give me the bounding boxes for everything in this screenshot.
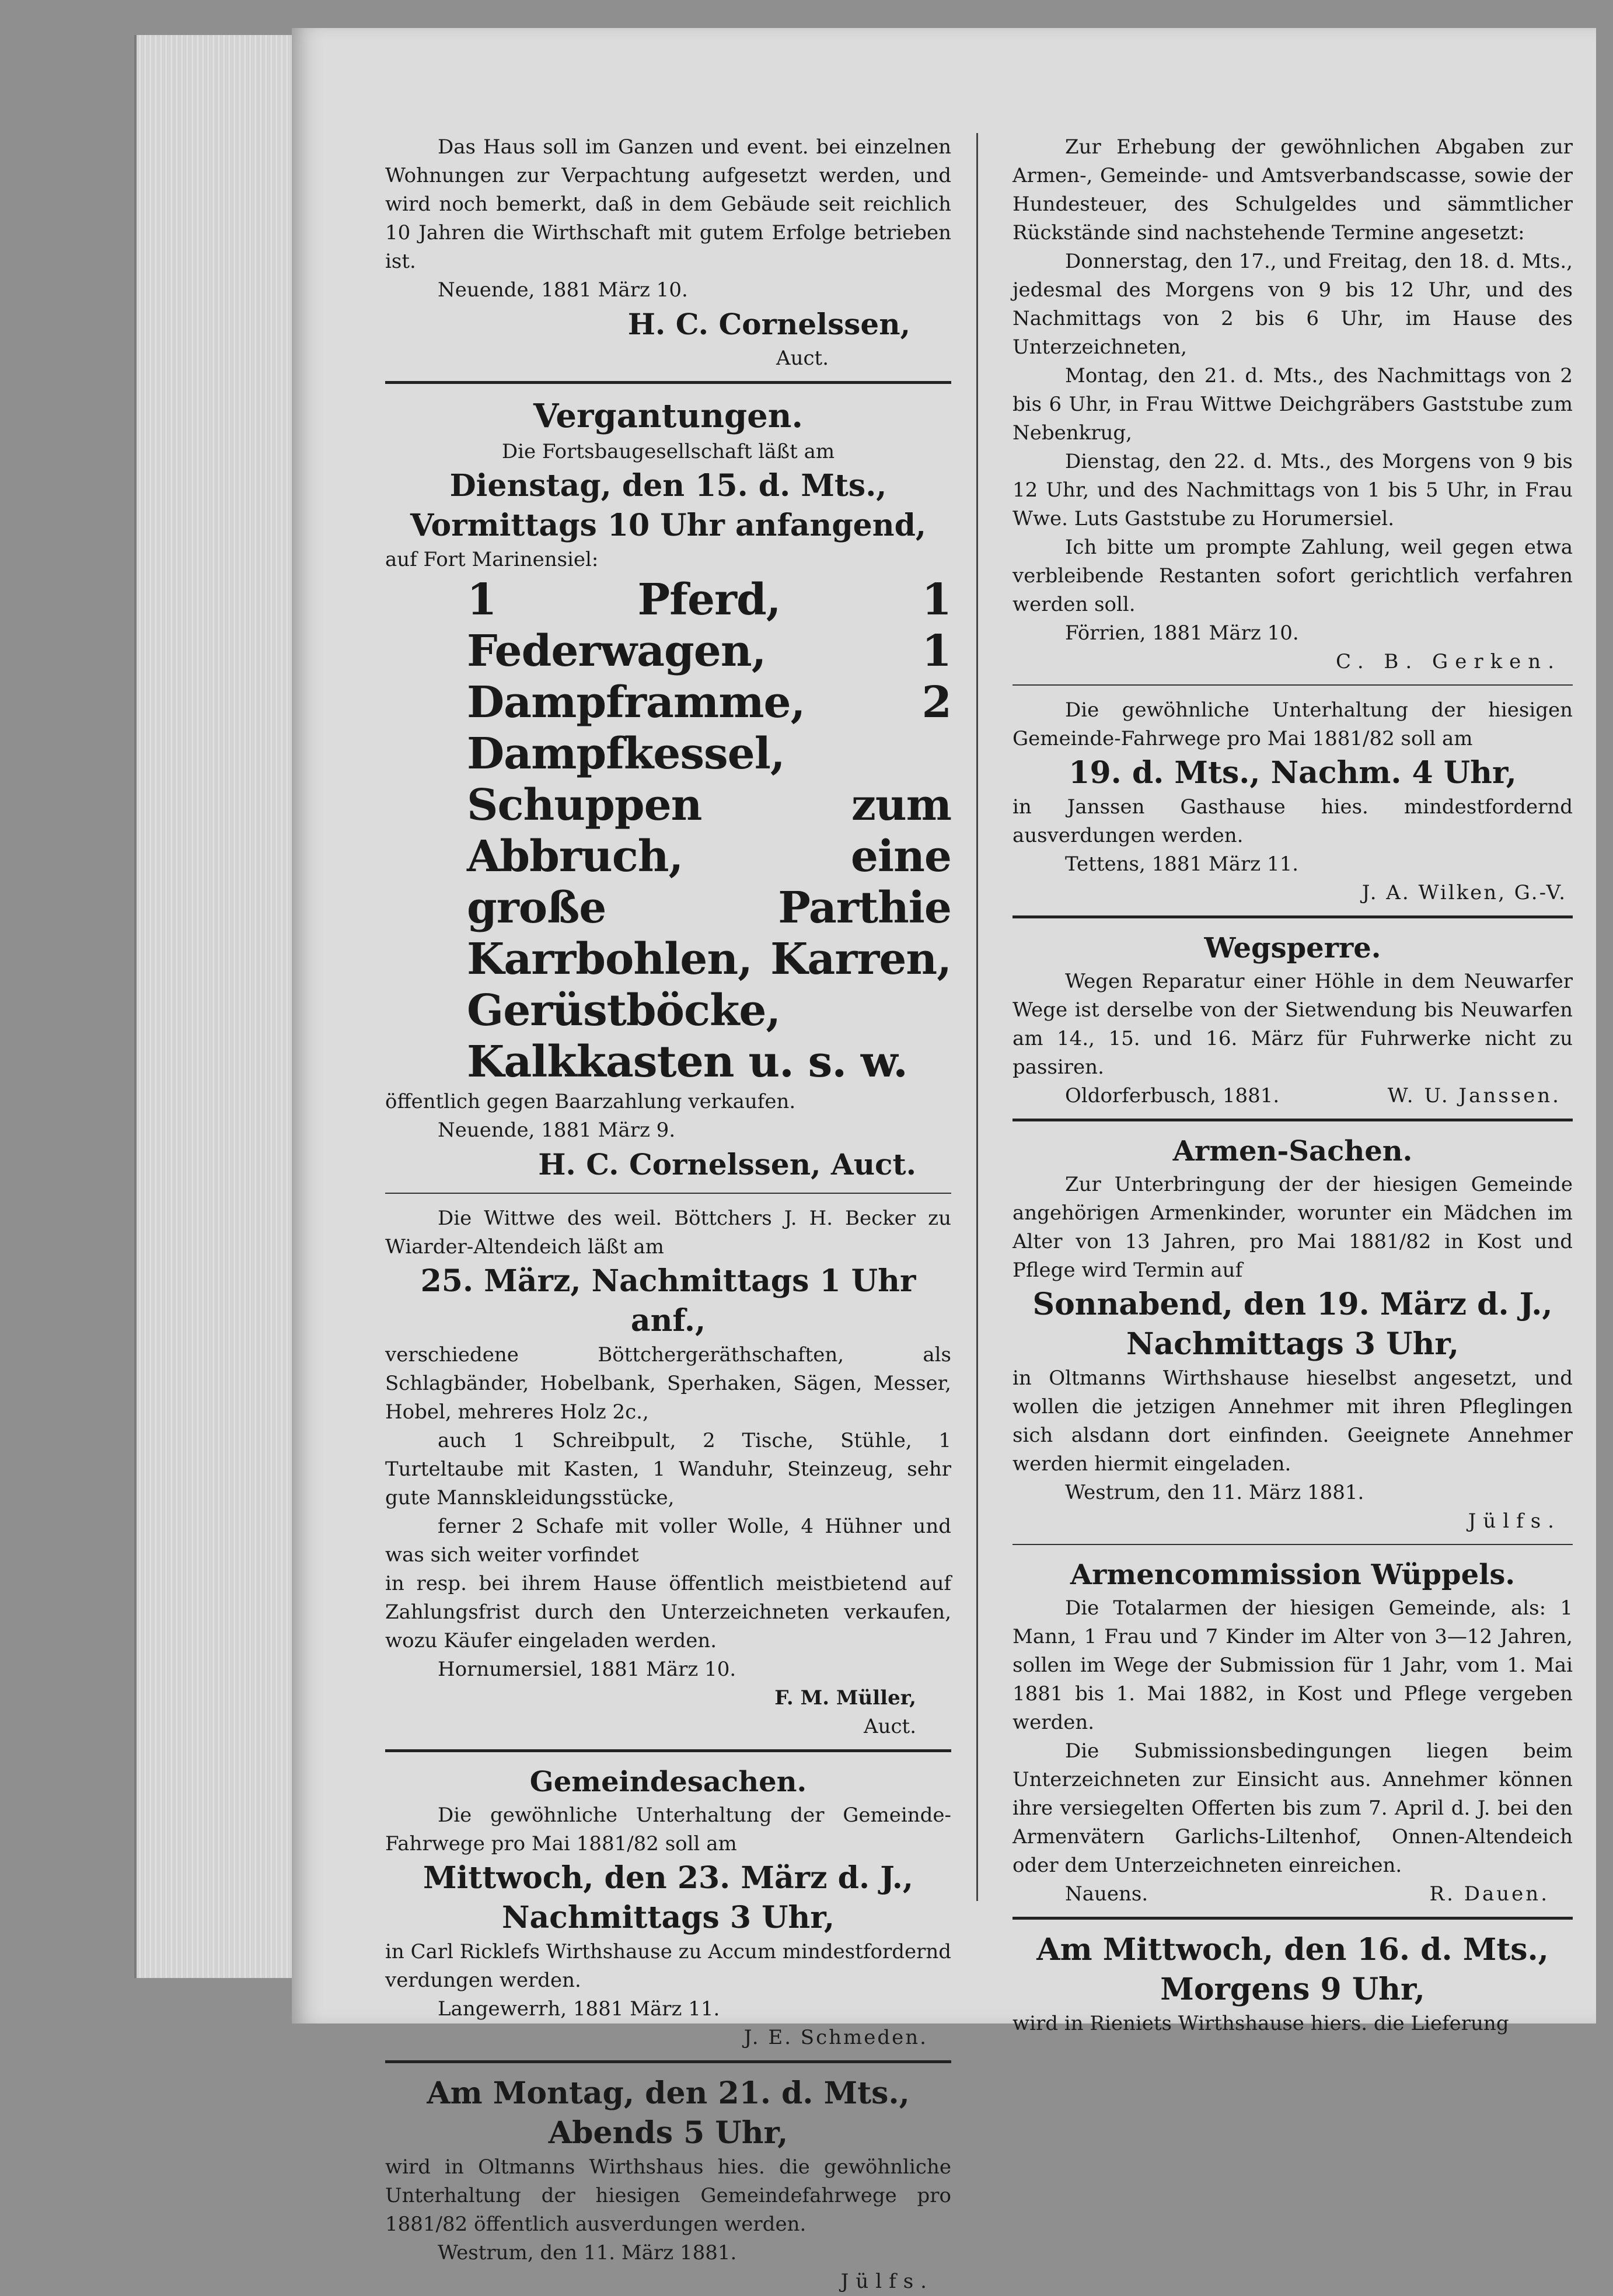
notice-place-date: Förrien, 1881 März 10. xyxy=(1065,621,1299,645)
rule xyxy=(1013,915,1573,918)
notice-text: Zur Erhebung der gewöhnlichen Abgaben zur Armen-, Gemeinde- und Amtsverbandscasse, sowie der Hundesteuer, des Schulgeldes und sämmtlicher Rückstände sind nachstehende Termine angesetzt: xyxy=(1013,135,1573,244)
notice-armencommission xyxy=(1013,1556,1573,1909)
notice-vergantungen xyxy=(385,394,951,1184)
notice-place-date: Oldorferbusch, 1881. xyxy=(1065,1084,1280,1107)
notice-text: in Carl Ricklefs Wirthshause zu Accum mindestfordernd verdungen werden. xyxy=(385,1940,951,1992)
notice-date: Am Montag, den 21. d. Mts., xyxy=(427,2075,910,2111)
notice-time: Morgens 9 Uhr, xyxy=(1160,1972,1425,2007)
rule xyxy=(385,1749,951,1752)
page-stack-edge xyxy=(134,35,300,1978)
notice-rieniets xyxy=(1013,1930,1573,2038)
notice-text: Montag, den 21. d. Mts., des Nachmittags von 2 bis 6 Uhr, in Frau Wittwe Deichgräbers Gaststube zum Nebenkrug, xyxy=(1013,364,1573,445)
notice-date: Am Mittwoch, den 16. d. Mts., xyxy=(1036,1932,1549,1967)
notice-text: Donnerstag, den 17., und Freitag, den 18. d. Mts., jedesmal des Morgens von 9 bis 12 Uhr, und des Nachmittags von 2 bis 6 Uhr, im Hause des Unterzeichneten, xyxy=(1013,250,1573,359)
notice-date: 25. März, Nachmittags 1 Uhr anf., xyxy=(420,1263,916,1339)
notice-text: in Janssen Gasthause hies. mindestfordernd ausverdungen werden. xyxy=(1013,795,1573,847)
notice-signature: C. B. Gerken. xyxy=(1336,650,1561,673)
notice-footer xyxy=(1013,1082,1573,1110)
rule xyxy=(385,2060,951,2063)
rule xyxy=(385,1193,951,1194)
section-heading: Wegsperre. xyxy=(1204,932,1381,964)
notice-footer xyxy=(1013,1880,1573,1909)
notice-text: auch 1 Schreibpult, 2 Tische, Stühle, 1 Turteltaube mit Kasten, 1 Wanduhr, Steinzeug, sehr gute Mannskleidungsstücke, xyxy=(385,1429,951,1509)
notice-place-date: Langewerrh, 1881 März 11. xyxy=(438,1997,720,2021)
notice-text: wird in Rieniets Wirthshause hiers. die Lieferung xyxy=(1013,2012,1509,2035)
notice-house-lease xyxy=(385,133,951,373)
notice-text: Dienstag, den 22. d. Mts., des Morgens von 9 bis 12 Uhr, und des Nachmittags von 1 bis 5 Uhr, in Frau Wwe. Luts Gaststube zu Horumersiel. xyxy=(1013,450,1573,530)
notice-location: auf Fort Marinensiel: xyxy=(385,548,599,571)
notice-text: ferner 2 Schafe mit voller Wolle, 4 Hühner und was sich weiter vorfindet xyxy=(385,1515,951,1567)
notice-intro: Die gewöhnliche Unterhaltung der Gemeinde-Fahrwege pro Mai 1881/82 soll am xyxy=(385,1804,951,1855)
notice-place-date: Nauens. xyxy=(1065,1882,1148,1906)
section-heading: Armen-Sachen. xyxy=(1172,1135,1413,1168)
notice-signature: Jülfs. xyxy=(1468,1509,1561,1533)
notice-signature: H. C. Cornelssen, xyxy=(627,307,910,341)
section-heading: Gemeindesachen. xyxy=(529,1766,807,1798)
notice-text: in resp. bei ihrem Hause öffentlich meistbietend auf Zahlungsfrist durch den Unterzeichneten verkaufen, wozu Käufer eingeladen werden. xyxy=(385,1572,951,1652)
notice-text: Wegen Reparatur einer Höhle in dem Neuwarfer Wege ist derselbe von der Sietwendung bis Neuwarfen am 14., 15. und 16. März für Fuhrwerke nicht zu passiren. xyxy=(1013,970,1573,1079)
section-heading: Vergantungen. xyxy=(533,397,803,435)
notice-intro: Die Fortsbaugesellschaft läßt am xyxy=(501,440,835,463)
notice-place-date: Westrum, den 11. März 1881. xyxy=(438,2241,737,2264)
notice-oltmanns-roads xyxy=(385,2074,951,2296)
notice-text: in Oltmanns Wirthshause hieselbst angesetzt, und wollen die jetzigen Annehmer mit ihren Pfleglingen sich alsdann dort einfinden. Geeignete Annehmer werden hiermit eingeladen. xyxy=(1013,1367,1573,1476)
rule xyxy=(1013,1544,1573,1545)
notice-closing: öffentlich gegen Baarzahlung verkaufen. xyxy=(385,1090,796,1113)
notice-date: Dienstag, den 15. d. Mts., xyxy=(449,468,887,504)
notice-signature: J. E. Schmeden. xyxy=(743,2026,928,2049)
notice-place-date: Neuende, 1881 März 9. xyxy=(438,1119,676,1142)
notice-text: Das Haus soll im Ganzen und event. bei einzelnen Wohnungen zur Verpachtung aufgesetzt werden, und wird noch bemerkt, daß in dem Gebäude seit reichlich 10 Jahren die Wirthschaft mit gutem Erfolge betrieben ist. xyxy=(385,135,951,273)
notice-date: Sonnabend, den 19. März d. J., xyxy=(1032,1287,1553,1322)
notice-place-date: Tettens, 1881 März 11. xyxy=(1065,852,1299,876)
notice-armen-sachen xyxy=(1013,1132,1573,1536)
notice-time: Nachmittags 3 Uhr, xyxy=(501,1900,835,1935)
notice-becker-auction xyxy=(385,1204,951,1741)
notice-text: wird in Oltmanns Wirthshaus hies. die gewöhnliche Unterhaltung der hiesigen Gemeindefahrwege pro 1881/82 öffentlich ausverdungen werden. xyxy=(385,2155,951,2236)
notice-text: Die Totalarmen der hiesigen Gemeinde, als: 1 Mann, 1 Frau und 7 Kinder im Alter von 3—12 Jahren, sollen im Wege der Submission für 1 Jahr, vom 1. Mai 1881 bis 1. Mai 1882, in Kost und Pflege vergeben werden. xyxy=(1013,1596,1573,1734)
notice-intro: Zur Unterbringung der der hiesigen Gemeinde angehörigen Armenkinder, worunter ein Mädchen im Alter von 13 Jahren, pro Mai 1881/82 in Kost und Pflege wird Termin auf xyxy=(1013,1173,1573,1282)
notice-signature: W. U. Janssen. xyxy=(1387,1084,1561,1107)
notice-date: Mittwoch, den 23. März d. J., xyxy=(423,1860,914,1896)
notice-signature-title: Auct. xyxy=(776,347,829,370)
notice-intro: Die gewöhnliche Unterhaltung der hiesigen Gemeinde-Fahrwege pro Mai 1881/82 soll am xyxy=(1013,698,1573,750)
notice-tettens-roads xyxy=(1013,696,1573,907)
rule xyxy=(1013,684,1573,686)
notice-place-date: Westrum, den 11. März 1881. xyxy=(1065,1481,1364,1504)
notice-date: 19. d. Mts., Nachm. 4 Uhr, xyxy=(1069,755,1517,791)
notice-place-date: Neuende, 1881 März 10. xyxy=(438,278,688,302)
notice-wegsperre xyxy=(1013,929,1573,1110)
notice-signature: H. C. Cornelssen, Auct. xyxy=(538,1147,916,1182)
notice-signature: R. Dauen. xyxy=(1429,1882,1549,1906)
left-column xyxy=(385,133,951,2296)
rule xyxy=(1013,1917,1573,1920)
section-heading: Armencommission Wüppels. xyxy=(1070,1558,1516,1591)
notice-text: verschiedene Böttchergeräthschaften, als Schlagbänder, Hobelbank, Sperhaken, Sägen, Messer, Hobel, mehreres Holz 2c., xyxy=(385,1343,951,1424)
notice-time: Abends 5 Uhr, xyxy=(548,2115,788,2151)
notice-items: 1 Pferd, 1 Federwagen, 1 Dampframme, 2 Dampfkessel, Schuppen zum Abbruch, eine große Parthie Karrbohlen, Karren, Gerüstböcke, Kalkkasten u. s. w. xyxy=(467,575,951,1087)
notice-gemeindesachen xyxy=(385,1763,951,2052)
right-column xyxy=(1013,133,1573,2038)
notice-time: Vormittags 10 Uhr anfangend, xyxy=(410,508,927,543)
column-divider xyxy=(976,133,978,1901)
notice-intro: Die Wittwe des weil. Böttchers J. H. Becker zu Wiarder-Altendeich läßt am xyxy=(385,1207,951,1259)
notice-text: Die Submissionsbedingungen liegen beim Unterzeichneten zur Einsicht aus. Annehmer können ihre versiegelten Offerten bis zum 7. April d. J. bei den Armenvätern Garlichs-Liltenhof, Onnen-Altendeich oder dem Unterzeichneten einreichen. xyxy=(1013,1739,1573,1877)
notice-tax-collection xyxy=(1013,133,1573,676)
notice-place-date: Hornumersiel, 1881 März 10. xyxy=(438,1658,736,1681)
rule xyxy=(1013,1119,1573,1121)
notice-signature: Jülfs. xyxy=(840,2270,934,2293)
notice-signature: J. A. Wilken, G.-V. xyxy=(1361,881,1567,904)
notice-time: Nachmittags 3 Uhr, xyxy=(1126,1326,1460,1362)
rule xyxy=(385,381,951,384)
notice-text: Ich bitte um prompte Zahlung, weil gegen etwa verbleibende Restanten sofort gerichtlich verfahren werden soll. xyxy=(1013,536,1573,616)
notice-signature-title: Auct. xyxy=(864,1715,916,1738)
notice-signature: F. M. Müller, xyxy=(774,1686,916,1710)
